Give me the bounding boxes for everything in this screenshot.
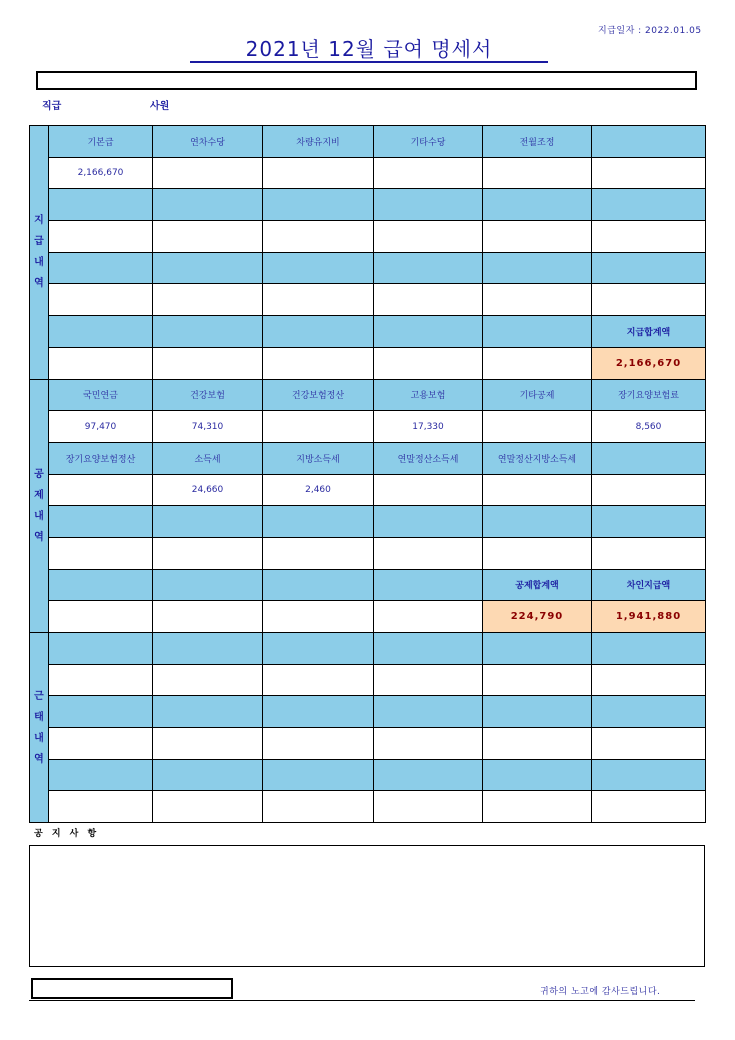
payment-value: 2,166,670 bbox=[49, 157, 153, 189]
deduction-header: 국민연금 bbox=[49, 379, 153, 411]
deduction-value-row bbox=[30, 537, 706, 569]
deduction-value bbox=[374, 474, 483, 506]
payment-header bbox=[592, 126, 706, 158]
deduction-value: 97,470 bbox=[49, 411, 153, 443]
deduction-header: 고용보험 bbox=[374, 379, 483, 411]
page-title: 2021년 12월 급여 명세서 bbox=[245, 37, 493, 61]
deduction-header-row bbox=[30, 506, 706, 538]
employee-name-bar bbox=[36, 71, 697, 90]
payment-value bbox=[153, 157, 263, 189]
deduction-header: 건강보험정산 bbox=[263, 379, 374, 411]
rank-label: 직급 bbox=[42, 101, 62, 112]
payment-total-value: 2,166,670 bbox=[592, 347, 706, 379]
net-pay-label: 차인지급액 bbox=[592, 569, 706, 601]
deduction-value: 74,310 bbox=[153, 411, 263, 443]
attendance-value-row bbox=[30, 664, 706, 696]
net-pay-value: 1,941,880 bbox=[592, 601, 706, 633]
payment-value bbox=[592, 157, 706, 189]
notice-box bbox=[29, 845, 705, 967]
payment-value-row bbox=[30, 221, 706, 253]
pay-date: 지급일자 : 2022.01.05 bbox=[598, 26, 702, 36]
deduction-value bbox=[49, 474, 153, 506]
deduction-value: 24,660 bbox=[153, 474, 263, 506]
payment-value bbox=[483, 157, 592, 189]
payslip-table bbox=[29, 125, 706, 823]
attendance-value-row bbox=[30, 791, 706, 823]
notice-label: 공 지 사 항 bbox=[34, 829, 100, 839]
payment-total-row bbox=[30, 347, 706, 379]
deduction-header: 건강보험 bbox=[153, 379, 263, 411]
footer-name-box bbox=[31, 978, 233, 999]
payment-header: 기본급 bbox=[49, 126, 153, 158]
payment-header: 차량유지비 bbox=[263, 126, 374, 158]
deduction-header: 지방소득세 bbox=[263, 442, 374, 474]
payment-total-label: 지급합계액 bbox=[592, 316, 706, 348]
deduction-value bbox=[592, 474, 706, 506]
deduction-total-label: 공제합계액 bbox=[483, 569, 592, 601]
deduction-total-value: 224,790 bbox=[483, 601, 592, 633]
payment-value-row bbox=[30, 284, 706, 316]
deduction-value-row bbox=[30, 411, 706, 443]
attendance-section-label: 근태내역 bbox=[30, 633, 49, 823]
deduction-header-row bbox=[30, 442, 706, 474]
deduction-header: 장기요양보험료 bbox=[592, 379, 706, 411]
payment-section-label: 지급내역 bbox=[30, 126, 49, 380]
deduction-header: 연말정산지방소득세 bbox=[483, 442, 592, 474]
payment-header: 전월조정 bbox=[483, 126, 592, 158]
title-underline bbox=[190, 61, 548, 63]
deduction-header: 기타공제 bbox=[483, 379, 592, 411]
payment-header: 연차수당 bbox=[153, 126, 263, 158]
payment-header: 기타수당 bbox=[374, 126, 483, 158]
payment-total-header-row bbox=[30, 316, 706, 348]
deduction-header: 소득세 bbox=[153, 442, 263, 474]
attendance-header-row bbox=[30, 696, 706, 728]
payment-header-row bbox=[30, 126, 706, 158]
attendance-header-row bbox=[30, 759, 706, 791]
deduction-value: 8,560 bbox=[592, 411, 706, 443]
deduction-header: 연말정산소득세 bbox=[374, 442, 483, 474]
deduction-header-row bbox=[30, 379, 706, 411]
rank-value: 사원 bbox=[150, 101, 170, 112]
deduction-total-row bbox=[30, 601, 706, 633]
payment-value bbox=[263, 157, 374, 189]
payment-value-row bbox=[30, 157, 706, 189]
payment-value bbox=[374, 157, 483, 189]
attendance-value-row bbox=[30, 728, 706, 760]
attendance-header-row bbox=[30, 633, 706, 665]
deduction-value bbox=[263, 411, 374, 443]
deduction-value bbox=[483, 474, 592, 506]
deduction-value bbox=[483, 411, 592, 443]
payment-header-row bbox=[30, 252, 706, 284]
deduction-value-row bbox=[30, 474, 706, 506]
deduction-section-label: 공제내역 bbox=[30, 379, 49, 633]
footer-line bbox=[29, 1000, 695, 1001]
deduction-value: 17,330 bbox=[374, 411, 483, 443]
deduction-header: 장기요양보험정산 bbox=[49, 442, 153, 474]
thanks-message: 귀하의 노고에 감사드립니다. bbox=[540, 987, 661, 997]
deduction-header bbox=[592, 442, 706, 474]
payment-header-row bbox=[30, 189, 706, 221]
deduction-total-header-row bbox=[30, 569, 706, 601]
deduction-value: 2,460 bbox=[263, 474, 374, 506]
